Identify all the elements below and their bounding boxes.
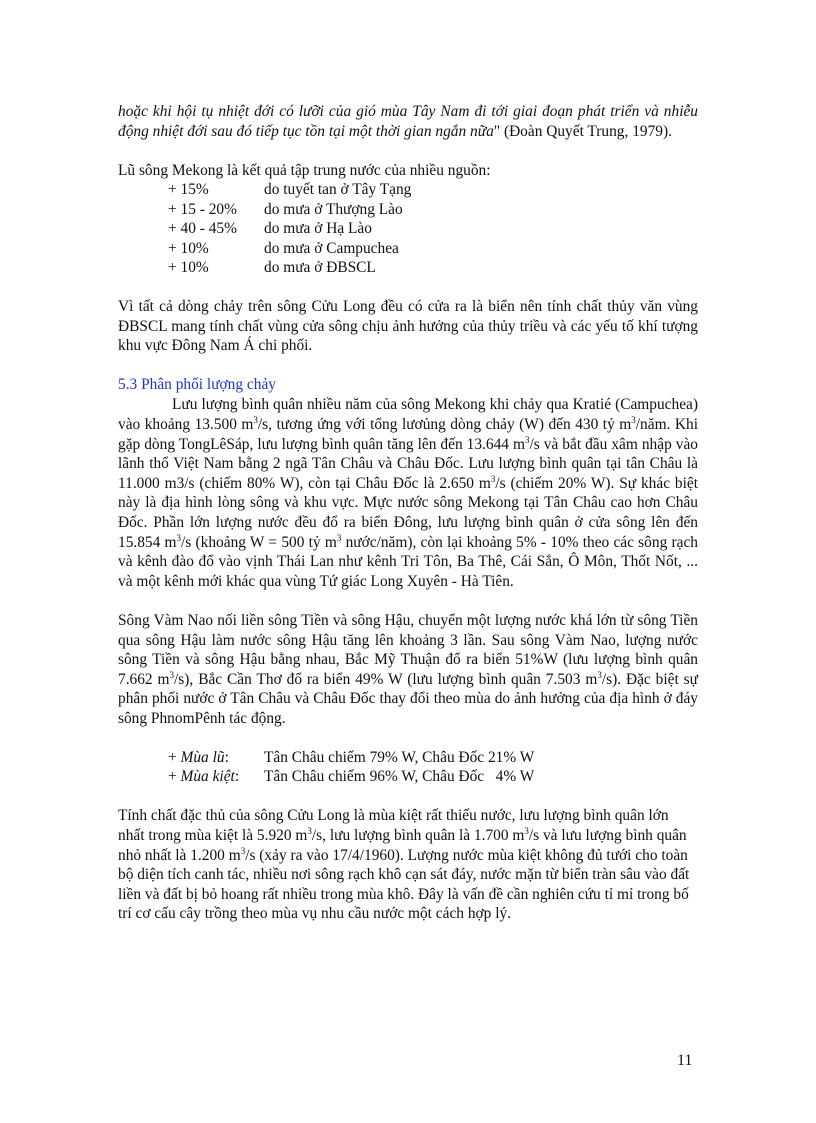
list-item	[168, 767, 698, 786]
source-percent: + 10%	[168, 239, 209, 257]
season-desc: Tân Châu chiếm 79% W, Châu Đốc 21% W	[264, 749, 535, 767]
season-desc: Tân Châu chiếm 96% W, Châu Đốc 4% W	[264, 768, 535, 786]
list-item	[168, 239, 698, 258]
intro-paragraph	[118, 102, 698, 141]
list-item	[168, 258, 698, 277]
source-percent: + 15%	[168, 181, 209, 199]
italic-quote: hoặc khi hội tụ nhiệt đới có lưỡi của gió mùa Tây Nam đi tới giai đoạn phát triển và nhiễu động nhiệt đới sau đó tiếp tục tồn tại một thời gian ngắn nữa	[118, 103, 698, 140]
source-desc: do mưa ở Campuchea	[264, 239, 399, 257]
sources-intro: Lũ sông Mekong là kết quả tập trung nước của nhiều nguồn:	[118, 161, 491, 179]
source-percent: + 10%	[168, 259, 209, 276]
source-percent: + 15 - 20%	[168, 200, 237, 218]
season-label: + Mùa kiệt:	[168, 768, 240, 786]
list-item	[168, 219, 698, 238]
list-item	[168, 180, 698, 199]
sources-list	[118, 180, 698, 277]
dry-season-paragraph: Tính chất đặc thủ của sông Cửu Long là mùa kiệt rất thiếu nước, lưu lượng bình quân lớn nhất trong mùa kiệt là 5.920 $m^3/s$, lưu lượng bình quân là 1.700 $m^3/s$ và lưu lượng bình quân nhỏ nhất là 1.200 $m^3/s$ (xảy ra vào 17/4/1960). Lượng nước mùa kiệt không đủ tưới cho toàn bộ diện tích canh tác, nhiều nơi sông rạch khô cạn sát đáy, nước mặn từ biển tràn sâu vào đất liền và đất bị bỏ hoang rất nhiều trong mùa khô. Đây là vấn đề cần nghiên cứu tỉ mỉ trong bố trí cơ cấu cây trồng theo mùa vụ nhu cầu nước một cách hợp lý.	[118, 807, 690, 923]
list-item	[168, 748, 698, 767]
document-page	[118, 102, 698, 924]
flow-distribution-paragraph: Lưu lượng bình quân nhiều năm của sông Mekong khi chảy qua Kratié (Campuchea) vào khoảng 13.500 $m^3/s$, tương ứng với tổng lươủng dòng chảy (W) đến 430 tỷ $m^3$/năm. Khi gặp dòng TongLêSáp, lưu lượng bình quân tăng lên đến 13.644 $m^3/s$ và bắt đầu xâm nhập vào lãnh thổ Việt Nam bằng 2 ngã Tân Châu và Châu Đốc. Lưu lượng bình quân tại tân Châu là 11.000 m3/s (chiếm 80% W), còn tại Châu Đốc là 2.650 $m^3/s$ (chiếm 20% W). Sự khác biệt này là địa hình lòng sông và khu vực. Mực nước sông Mekong tại Tân Châu cao hơn Châu Đốc. Phần lớn lượng nước đều đổ ra biển Đông, lưu lượng bình quân ở cửa sông lên đến 15.854 $m^3/s$ (khoảng W = 500 tỷ $m^3$ nước/năm), còn lại khoảng 5% - 10% theo các sông rạch và kênh đào đổ vào vịnh Thái Lan như kênh Tri Tôn, Ba Thê, Cái Sắn, Ô Môn, Thốt Nốt, ... và một kênh mới khác qua vùng Tứ giác Long Xuyên - Hà Tiên.	[118, 396, 699, 590]
source-percent: + 40 - 45%	[168, 220, 237, 238]
seasons-list	[118, 748, 698, 787]
source-desc: do mưa ở Thượng Lào	[264, 200, 403, 218]
section-heading: 5.3 Phân phối lượng chảy	[118, 376, 276, 394]
citation: " (Đoàn Quyết Trung, 1979).	[493, 122, 672, 140]
page-number: 11	[677, 1052, 693, 1069]
source-desc: do mưa ở ĐBSCL	[264, 259, 376, 276]
hydrology-paragraph: Vì tất cả dòng chảy trên sông Cửu Long đều có cửa ra là biển nên tính chất thủy văn vùng ĐBSCL mang tính chất vùng cửa sông chịu ảnh hưởng của thủy triều và các yếu tố khí tượng khu vực Đông Nam Á chi phối.	[118, 298, 698, 355]
source-desc: do tuyết tan ở Tây Tạng	[264, 181, 412, 199]
source-desc: do mưa ở Hạ Lào	[264, 220, 372, 238]
list-item	[168, 200, 698, 219]
vam-nao-paragraph: Sông Vàm Nao nối liền sông Tiền và sông Hậu, chuyển một lượng nước khá lớn từ sông Tiền qua sông Hậu làm nước sông Hậu tăng lên khoảng 3 lần. Sau sông Vàm Nao, lượng nước sông Tiền và sông Hậu bằng nhau, Bắc Mỹ Thuận đổ ra biển 51%W (lưu lượng bình quân 7.662 $m^3/s$), Bắc Cần Thơ đổ ra biển 49% W (lưu lượng bình quân 7.503 $m^3/s$). Đặc biệt sự phân phối nước ở Tân Châu và Châu Đốc thay đổi theo mùa do ảnh hưởng của địa hình ở đáy sông PhnomPênh tác động.	[118, 611, 698, 727]
season-label: + Mùa lũ:	[168, 749, 229, 767]
